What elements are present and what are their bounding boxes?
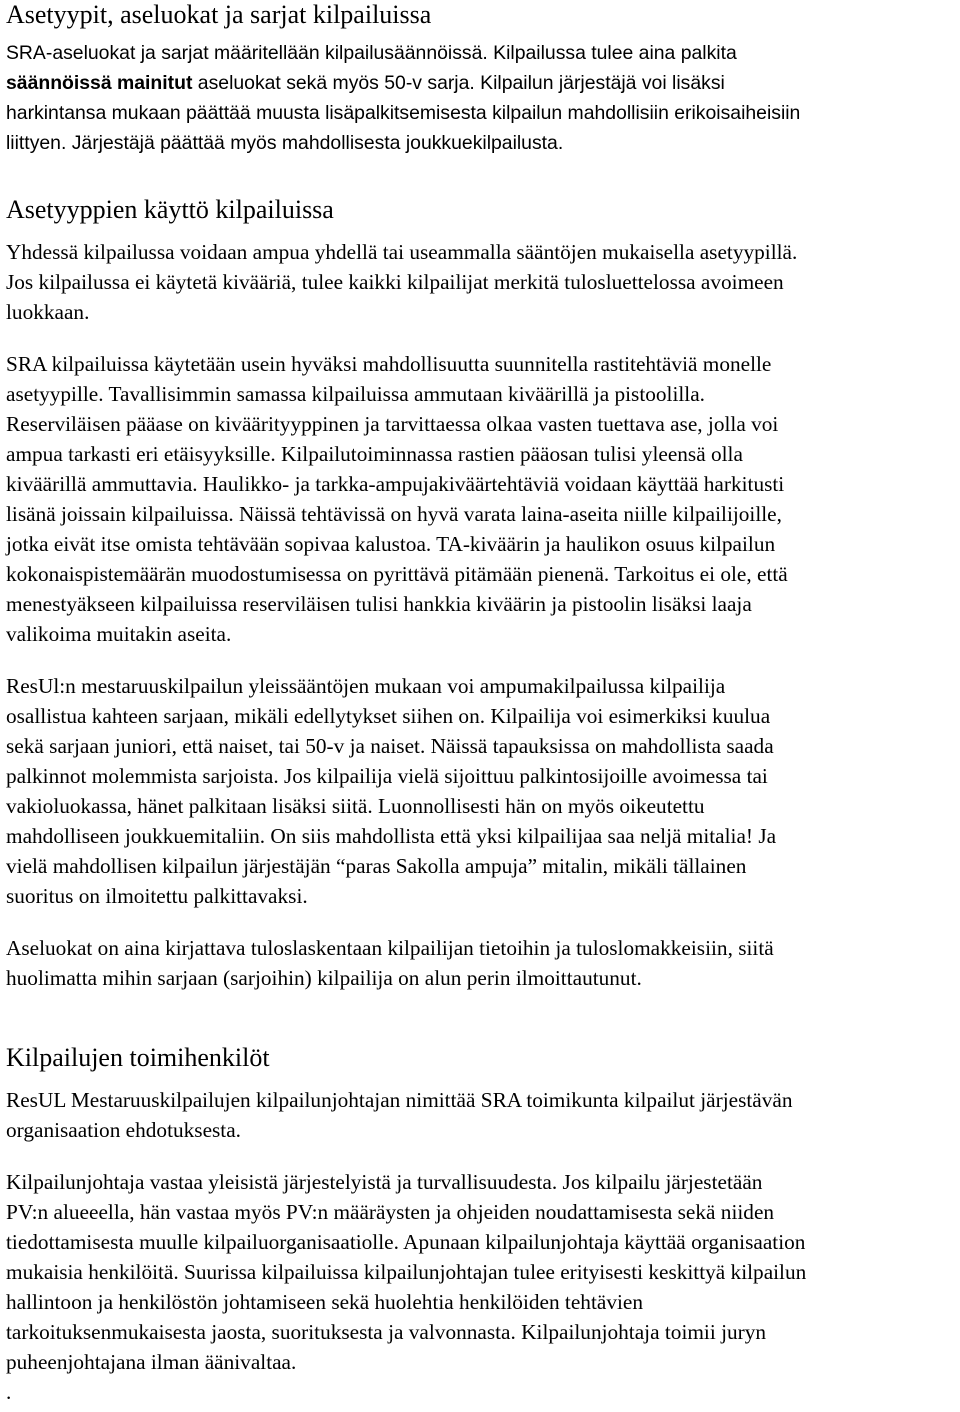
bold-phrase: säännöissä mainitut (6, 72, 193, 94)
trailing-dot: . (6, 1380, 12, 1404)
paragraph-kaytto-4: Aseluokat on aina kirjattava tuloslaskentaan kilpailijan tietoihin ja tuloslomakkeisiin, siitä huolimatta mihin sarjaan (sarjoihin) kilpailija on alun perin ilmoittautunut. (6, 936, 774, 990)
paragraph-aseluokat-intro (6, 38, 956, 158)
document-page (6, 0, 956, 1407)
section-title-kaytto: Asetyyppien käyttö kilpailuissa (6, 195, 334, 224)
section-title-asetyypit: Asetyypit, aseluokat ja sarjat kilpailuissa (6, 0, 432, 29)
paragraph-text-start: SRA-aseluokat ja sarjat määritellään kilpailusäännöissä. Kilpailussa tulee aina palkita (6, 42, 737, 64)
section-title-toimihenkilot: Kilpailujen toimihenkilöt (6, 1043, 270, 1072)
paragraph-kaytto-3: ResUl:n mestaruuskilpailun yleissääntöjen mukaan voi ampumakilpailussa kilpailija osallistua kahteen sarjaan, mikäli edellytykset siihen on. Kilpailija voi esimerkiksi kuulua sekä sarjaan juniori, että naiset, tai 50-v ja naiset. Näissä tapauksissa on mahdollista saada palkinnot molemmista sarjoista. Jos kilpailija vielä sijoittuu palkintosijoille avoimessa tai vakioluokassa, hänet palkitaan lisäksi siitä. Luonnollisesti hän on myös oikeutettu mahdolliseen joukkuemitaliin. On siis mahdollista että yksi kilpailijaa saa neljä mitalia! Ja vielä mahdollisen kilpailun järjestäjän “paras Sakolla ampuja” mitalin, mikäli tällainen suoritus on ilmoitettu palkittavaksi. (6, 674, 777, 908)
paragraph-kaytto-1: Yhdessä kilpailussa voidaan ampua yhdellä tai useammalla sääntöjen mukaisella asetyypillä. Jos kilpailussa ei käytetä kivääriä, tulee kaikki kilpailijat merkitä tulosluettelossa avoimeen luokkaan. (6, 240, 798, 324)
paragraph-text-end: aseluokat sekä myös 50-v sarja. Kilpailun järjestäjä voi lisäksi harkintansa mukaan päättää muusta lisäpalkitsemisesta kilpailun mahdollisiin erikoisaiheisiin liittyen. Järjestäjä päättää myös mahdollisesta joukkuekilpailusta. (6, 72, 801, 154)
paragraph-kaytto-2: SRA kilpailuissa käytetään usein hyväksi mahdollisuutta suunnitella rastitehtäviä monelle asetyypille. Tavallisimmin samassa kilpailuissa ammutaan kiväärillä ja pistoolilla. Reserviläisen pääase on kiväärityyppinen ja tarvittaessa olkaa vasten tuettava ase, jolla voi ampua tarkasti eri etäisyyksille. Kilpailutoiminnassa rastien pääosan tulisi yleensä olla kiväärillä ammuttavia. Haulikko- ja tarkka-ampujakiväärtehtäviä voidaan käyttää harkitusti lisänä joissain kilpailuissa. Näissä tehtävissä on hyvä varata laina-aseita niille kilpailijoille, jotka eivät itse omista tehtävään sopivaa kalustoa. TA-kiväärin ja haulikon osuus kilpailun kokonaispistemäärän muodostumisessa on pyrittävä pitämään pienenä. Tarkoitus ei ole, että menestyäkseen kilpailuissa reserviläisen tulisi hankkia kiväärin ja pistoolin lisäksi laaja valikoima muitakin aseita. (6, 352, 788, 646)
paragraph-toimihenkilot-1: ResUL Mestaruuskilpailujen kilpailunjohtajan nimittää SRA toimikunta kilpailut järjestävän organisaation ehdotuksesta. (6, 1088, 793, 1142)
paragraph-toimihenkilot-2: Kilpailunjohtaja vastaa yleisistä järjestelyistä ja turvallisuudesta. Jos kilpailu järjestetään PV:n alueeella, hän vastaa myös PV:n määräysten ja ohjeiden noudattamisesta sekä niiden tiedottamisesta muulle kilpailuorganisaatiolle. Apunaan kilpailunjohtaja käyttää organisaation mukaisia henkilöitä. Suurissa kilpailuissa kilpailunjohtajan tulee erityisesti keskittyä kilpailun hallintoon ja henkilöstön johtamiseen sekä huolehtia henkilöiden tehtävien tarkoituksenmukaisesta jaosta, suorituksesta ja valvonnasta. Kilpailunjohtaja toimii juryn puheenjohtajana ilman äänivaltaa. (6, 1170, 807, 1374)
